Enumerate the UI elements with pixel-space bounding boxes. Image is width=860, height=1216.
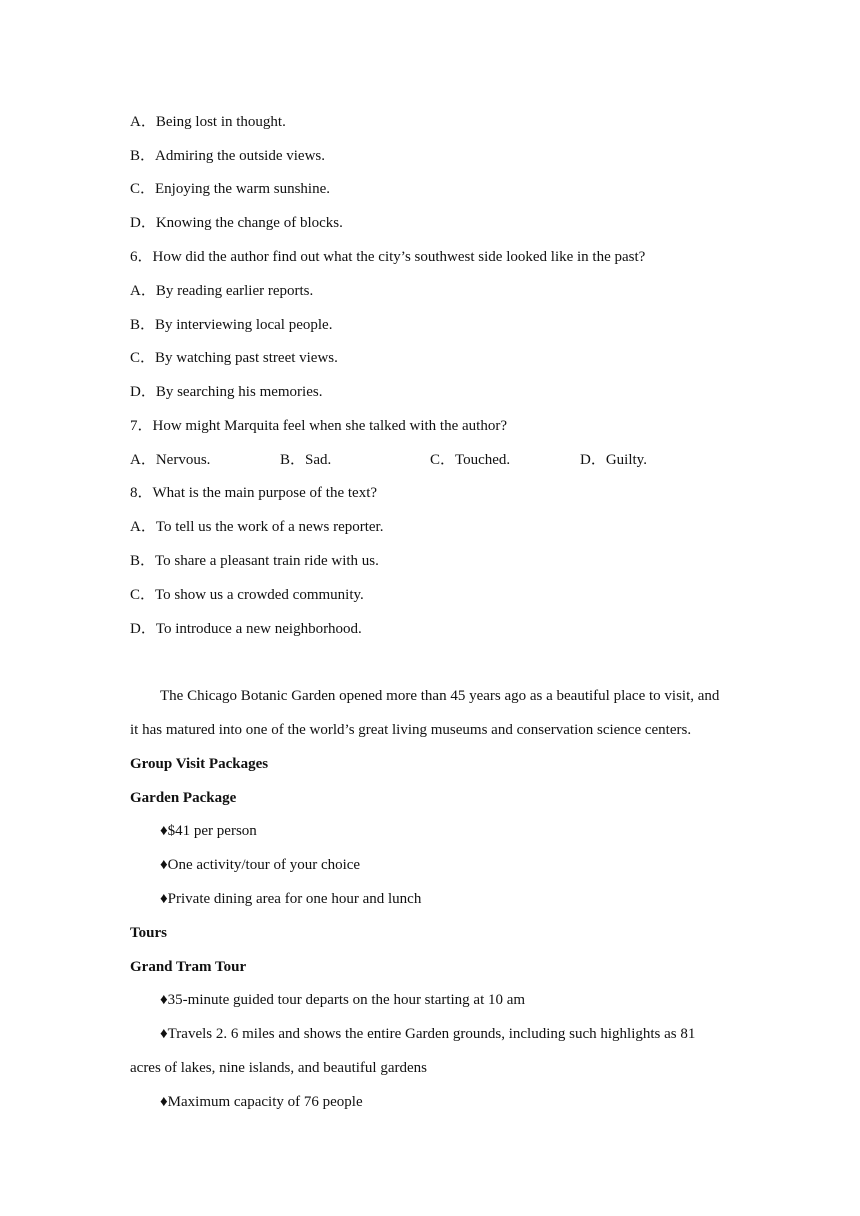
q6-option-c: C．By watching past street views.: [130, 350, 338, 366]
tram-item-capacity: ♦Maximum capacity of 76 people: [160, 1094, 363, 1110]
heading-group-visit-packages: Group Visit Packages: [130, 756, 269, 772]
q6-option-b: B．By interviewing local people.: [130, 317, 333, 333]
garden-item-activity: ♦One activity/tour of your choice: [160, 857, 361, 873]
passage-intro-line-1: The Chicago Botanic Garden opened more than 45 years ago as a beautiful place to visit, and: [160, 688, 720, 704]
q8-option-a: A．To tell us the work of a news reporter.: [130, 519, 384, 535]
tram-item-route-line-2: acres of lakes, nine islands, and beautiful gardens: [130, 1060, 427, 1076]
q6-option-a: A．By reading earlier reports.: [130, 283, 314, 299]
q7-option-d: D．Guilty.: [580, 452, 647, 468]
q6-option-d: D．By searching his memories.: [130, 384, 323, 400]
q8-option-c: C．To show us a crowded community.: [130, 587, 364, 603]
q7-option-a: A．Nervous.: [130, 452, 211, 468]
heading-grand-tram-tour: Grand Tram Tour: [130, 959, 247, 975]
q8-option-d: D．To introduce a new neighborhood.: [130, 621, 362, 637]
q5-option-d: D．Knowing the change of blocks.: [130, 215, 343, 231]
garden-item-dining: ♦Private dining area for one hour and lunch: [160, 891, 422, 907]
question-8: 8．What is the main purpose of the text?: [130, 485, 378, 501]
q8-option-b: B．To share a pleasant train ride with us.: [130, 553, 379, 569]
q7-option-b: B．Sad.: [280, 452, 332, 468]
q5-option-b: B．Admiring the outside views.: [130, 148, 325, 164]
garden-item-price: ♦$41 per person: [160, 823, 257, 839]
question-6: 6．How did the author find out what the city’s southwest side looked like in the past?: [130, 249, 646, 265]
tram-item-route-line-1: ♦Travels 2. 6 miles and shows the entire Garden grounds, including such highlights as 81: [160, 1026, 696, 1042]
passage-intro-line-2: it has matured into one of the world’s great living museums and conservation science centers.: [130, 722, 692, 738]
tram-item-schedule: ♦35-minute guided tour departs on the hour starting at 10 am: [160, 992, 526, 1008]
q5-option-c: C．Enjoying the warm sunshine.: [130, 181, 330, 197]
question-7: 7．How might Marquita feel when she talked with the author?: [130, 418, 507, 434]
heading-garden-package: Garden Package: [130, 790, 237, 806]
heading-tours: Tours: [130, 925, 167, 941]
q7-option-c: C．Touched.: [430, 452, 511, 468]
q5-option-a: A．Being lost in thought.: [130, 114, 286, 130]
